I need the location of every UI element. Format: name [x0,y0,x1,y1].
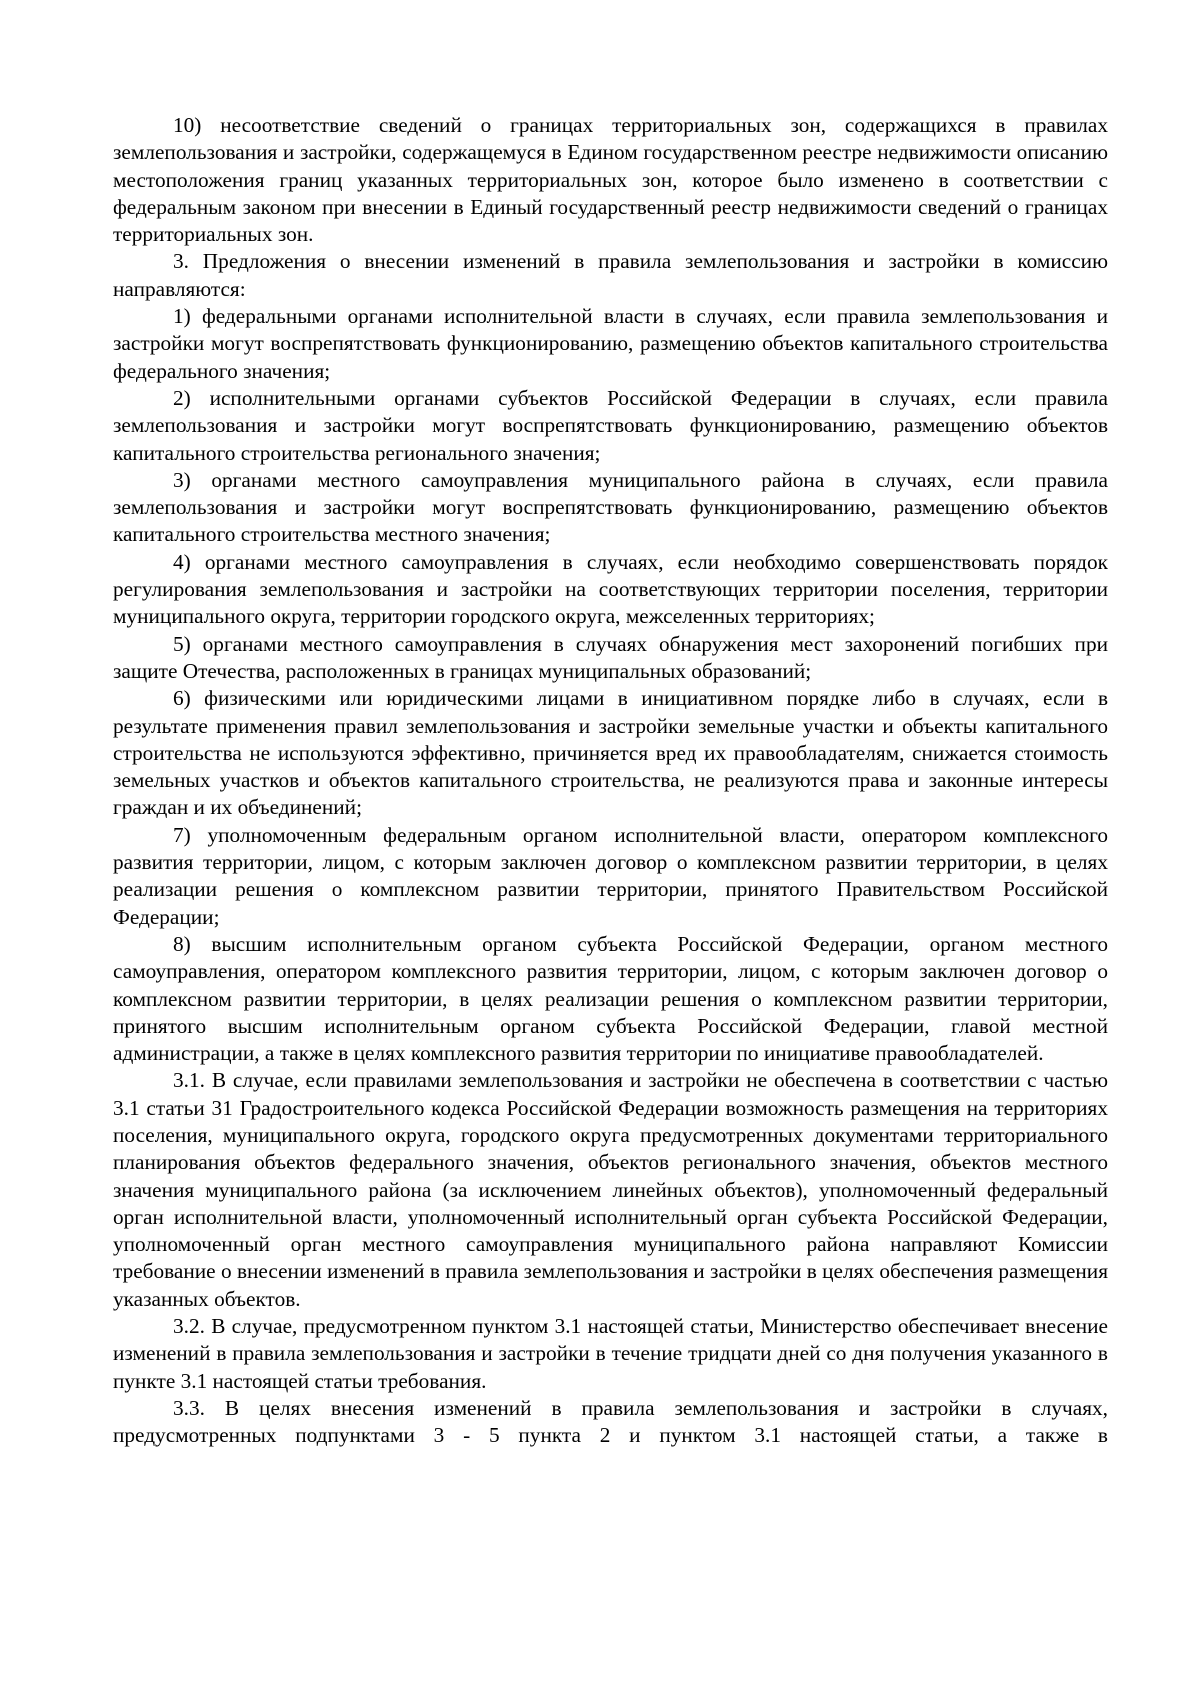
paragraph-3-1: 1) федеральными органами исполнительной власти в случаях, если правила землепользования и застройки могут воспрепятствовать функционированию, размещению объектов капитального строительства федерального значения; [113,304,1108,383]
document-page [113,112,1108,1450]
paragraph-3-point-2: 3.2. В случае, предусмотренном пунктом 3.1 настоящей статьи, Министерство обеспечивает внесение изменений в правила землепользования и застройки в течение тридцати дней со дня получения указанного в пункте 3.1 настоящей статьи требования. [113,1314,1108,1393]
paragraph-3-3: 3) органами местного самоуправления муниципального района в случаях, если правила землепользования и застройки могут воспрепятствовать функционированию, размещению объектов капитального строительства местного значения; [113,467,1108,547]
paragraph-3-2: 2) исполнительными органами субъектов Российской Федерации в случаях, если правила землепользования и застройки могут воспрепятствовать функционированию, размещению объектов капитального строительства регионального значения; [113,385,1108,465]
paragraph-3-4: 4) органами местного самоуправления в случаях, если необходимо совершенствовать порядок регулирования землепользования и застройки на соответствующих территории поселения, территории муниципального округа, территории городского округа, межселенных территориях; [113,549,1108,629]
paragraph-3-6: 6) физическими или юридическими лицами в инициативном порядке либо в случаях, если в результате применения правил землепользования и застройки земельные участки и объекты капитального строительства не используются эффективно, причиняется вред их правообладателям, снижается стоимость земельных участков и объектов капитального строительства, не реализуются права и законные интересы граждан и их объединений; [113,686,1108,820]
paragraph-3-5: 5) органами местного самоуправления в случаях обнаружения мест захоронений погибших при защите Отечества, расположенных в границах муниципальных образований; [113,631,1108,683]
paragraph-10: 10) несоответствие сведений о границах территориальных зон, содержащихся в правилах землепользования и застройки, содержащемуся в Едином государственном реестре недвижимости описанию местоположения границ указанных территориальных зон, которое было изменено в соответствии с федеральным законом при внесении в Единый государственный реестр недвижимости сведений о границах территориальных зон. [113,113,1108,247]
paragraph-3-7: 7) уполномоченным федеральным органом исполнительной власти, оператором комплексного развития территории, лицом, с которым заключен договор о комплексном развитии территории, в целях реализации решения о комплексном развитии территории, принятого Правительством Российской Федерации; [113,822,1108,929]
paragraph-3-point-1: 3.1. В случае, если правилами землепользования и застройки не обеспечена в соответствии с частью 3.1 статьи 31 Градостроительного кодекса Российской Федерации возможность размещения на территориях поселения, муниципального округа, городского округа предусмотренных документами территориального планирования объектов федерального значения, объектов регионального значения, объектов местного значения муниципального района (за исключением линейных объектов), уполномоченный федеральный орган исполнительной власти, уполномоченный исполнительный орган субъекта Российской Федерации, уполномоченный орган местного самоуправления муниципального района направляют Комиссии требование о внесении изменений в правила землепользования и застройки в целях обеспечения размещения указанных объектов. [113,1068,1108,1311]
paragraph-3: 3. Предложения о внесении изменений в правила землепользования и застройки в комиссию направляются: [113,249,1108,301]
paragraph-3-point-3: 3.3. В целях внесения изменений в правила землепользования и застройки в случаях, предусмотренных подпунктами 3 - 5 пункта 2 и пунктом 3.1 настоящей статьи, а также в [113,1395,1108,1448]
paragraph-3-8: 8) высшим исполнительным органом субъекта Российской Федерации, органом местного самоуправления, оператором комплексного развития территории, лицом, с которым заключен договор о комплексном развитии территории, в целях реализации решения о комплексном развитии территории, принятого высшим исполнительным органом субъекта Российской Федерации, главой местной администрации, а также в целях комплексного развития территории по инициативе правообладателей. [113,931,1108,1066]
